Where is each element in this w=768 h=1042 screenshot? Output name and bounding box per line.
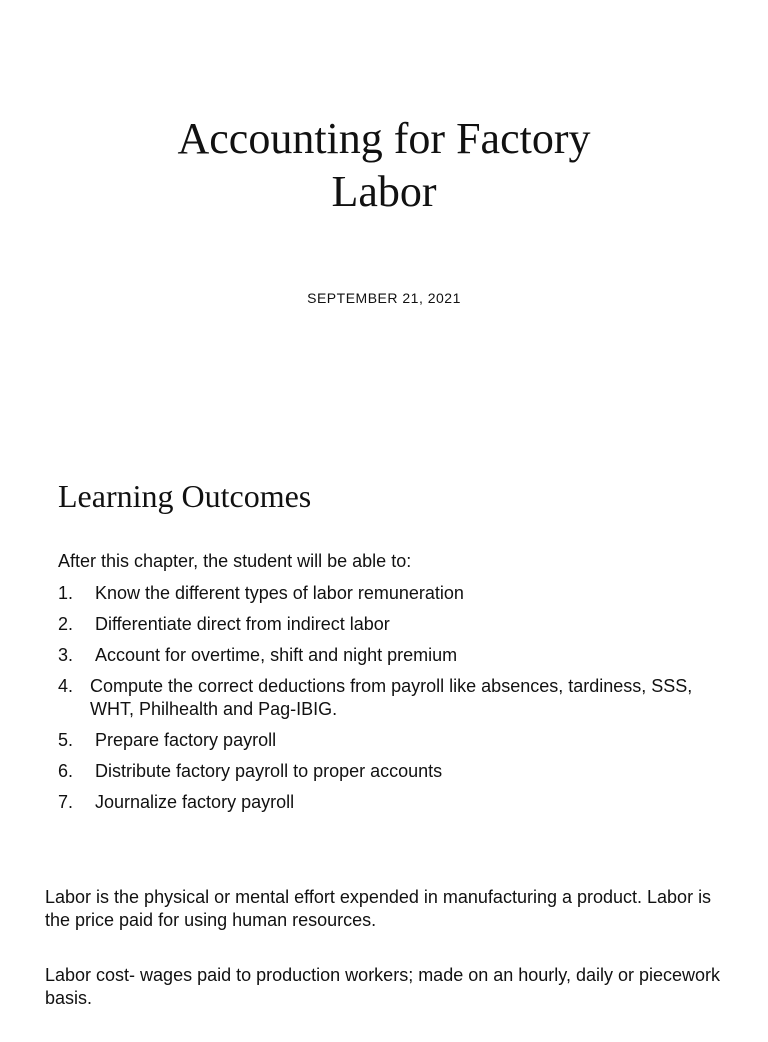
list-item-number: 5. [58, 730, 74, 750]
list-item-number: 4. [58, 676, 74, 696]
list-item [58, 644, 738, 667]
learning-outcomes-slide [0, 440, 768, 860]
list-item-text: Journalize factory payroll [95, 792, 295, 812]
list-item-number: 2. [58, 614, 74, 634]
list-item-text: Account for overtime, shift and night premium [95, 645, 458, 665]
list-item [58, 582, 738, 605]
list-item-number: 3. [58, 645, 74, 665]
title-line-2: Labor [331, 167, 437, 216]
list-item-text: Compute the correct deductions from payroll like absences, tardiness, SSS, WHT, Philhealth and Pag-IBIG. [90, 676, 693, 719]
list-item [58, 675, 738, 721]
list-item-text: Distribute factory payroll to proper accounts [95, 761, 443, 781]
list-item-text: Prepare factory payroll [95, 730, 277, 750]
outcomes-intro: After this chapter, the student will be able to: [58, 551, 412, 571]
labor-cost-paragraph: Labor cost- wages paid to production workers; made on an hourly, daily or piecework basis. [45, 965, 721, 1008]
list-item-number: 6. [58, 761, 74, 781]
list-item [58, 760, 738, 783]
learning-outcomes-heading: Learning Outcomes [58, 478, 312, 514]
list-item [58, 613, 738, 636]
labor-notes [45, 886, 735, 1042]
title-line-1: Accounting for Factory [177, 114, 591, 163]
title-slide [0, 0, 768, 440]
labor-definition-paragraph: Labor is the physical or mental effort expended in manufacturing a product. Labor is the price paid for using human resources. [45, 887, 712, 930]
list-item [58, 729, 738, 752]
document-date: SEPTEMBER 21, 2021 [307, 290, 461, 306]
list-item-number: 7. [58, 792, 74, 812]
list-item [58, 791, 738, 814]
list-item-text: Know the different types of labor remuneration [95, 583, 464, 603]
list-item-text: Differentiate direct from indirect labor [95, 614, 390, 634]
outcome-list [58, 582, 738, 822]
list-item-number: 1. [58, 583, 74, 603]
document-title [0, 112, 768, 218]
